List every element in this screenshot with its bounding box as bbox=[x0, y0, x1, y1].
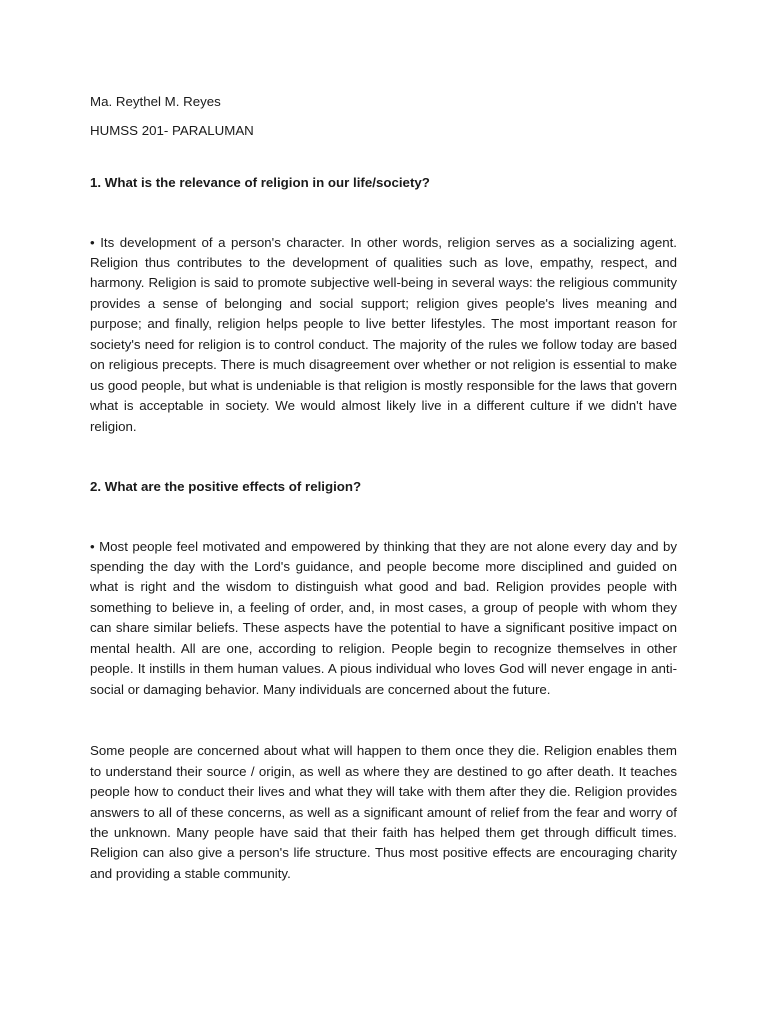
question-heading: 2. What are the positive effects of religion? bbox=[90, 479, 362, 495]
document-body bbox=[90, 92, 677, 884]
class-section: HUMSS 201- PARALUMAN bbox=[90, 122, 254, 138]
section-2 bbox=[90, 477, 677, 884]
answer-paragraph: Some people are concerned about what will happen to them once they die. Religion enables them to understand their source / origin, as well as where they are destined to go after death. It teaches people how to conduct their lives and what they will take with them after they die. Religion provides answers to all of these concerns, as well as a significant amount of relief from the fear and worry of the unknown. Many people have said that their faith has helped them get through difficult times. Religion can also give a person's life structure. Thus most positive effects are encouraging charity and providing a stable community. bbox=[90, 743, 677, 881]
question-heading: 1. What is the relevance of religion in our life/society? bbox=[90, 175, 430, 190]
section-1 bbox=[90, 173, 677, 437]
answer-paragraph: • Most people feel motivated and empowered by thinking that they are not alone every day and by spending the day with the Lord's guidance, and people become more disciplined and guided on what is right and the wisdom to distinguish what good and bad. Religion provides people with something to believe in, a feeling of order, and, in most cases, a group of people with whom they can share similar beliefs. These aspects have the potential to have a significant positive impact on mental health. All are one, according to religion. People begin to recognize themselves in other people. It instills in them human values. A pious individual who loves God will never engage in anti-social or damaging behavior. Many individuals are concerned about the future. bbox=[90, 538, 677, 697]
answer-paragraph: • Its development of a person's character. In other words, religion serves as a socializing agent. Religion thus contributes to the development of qualities such as love, empathy, respect, and harmony. Religion is said to promote subjective well-being in several ways: the religious community provides a sense of belonging and social support; religion gives people's lives meaning and purpose; and finally, religion helps people to live better lifestyles. The most important reason for society's need for religion is to control conduct. The majority of the rules we follow today are based on religious precepts. There is much disagreement over whether or not religion is essential to make us good people, but what is undeniable is that religion is mostly responsible for the laws that govern what is acceptable in society. We would almost likely live in a different culture if we didn't have religion. bbox=[90, 234, 677, 434]
author-name: Ma. Reythel M. Reyes bbox=[90, 94, 221, 109]
